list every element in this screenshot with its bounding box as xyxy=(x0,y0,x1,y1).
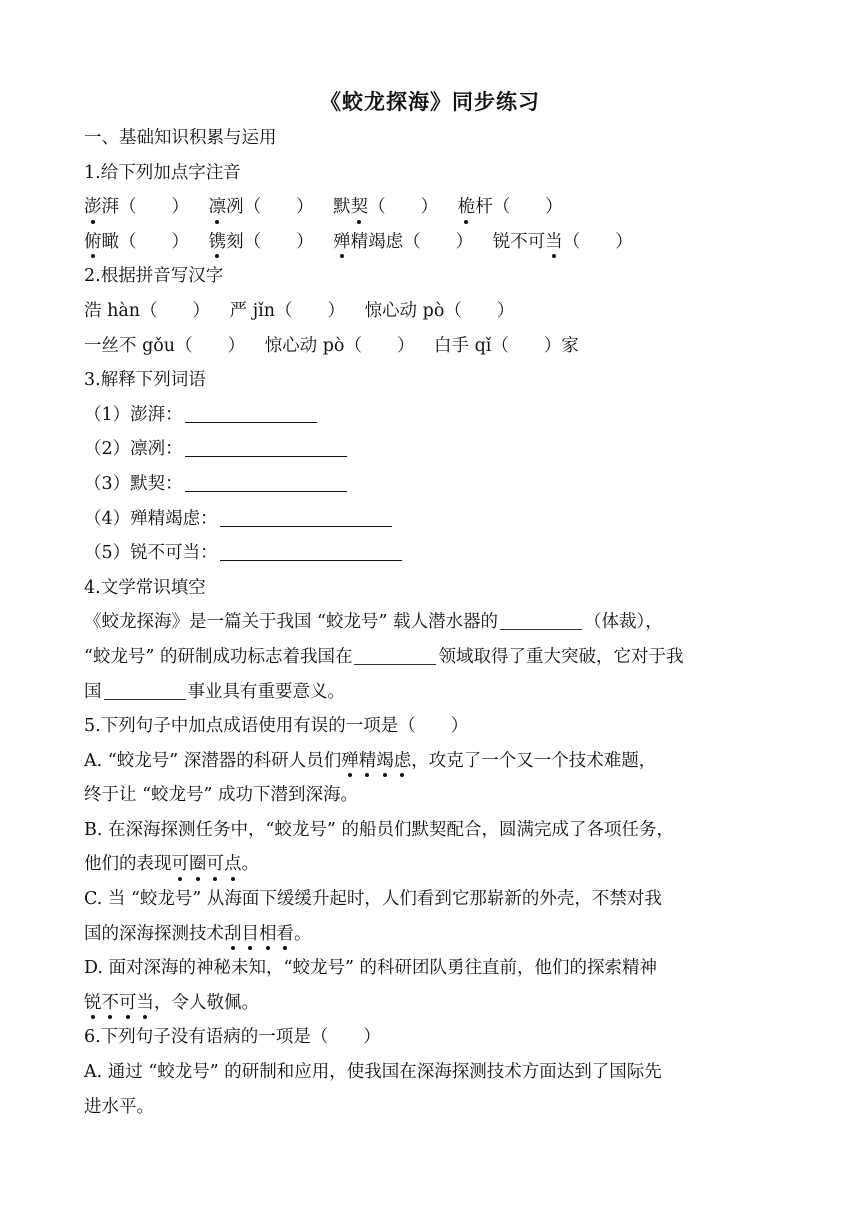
definition-item: （1）澎湃： xyxy=(84,398,784,433)
definition-item: （2）凛冽： xyxy=(84,432,784,467)
answer-blank[interactable] xyxy=(220,540,402,561)
dotted-idiom xyxy=(84,993,154,1013)
dotted-char: 点 xyxy=(224,847,242,882)
question-2-heading: 2.根据拼音写汉字 xyxy=(84,266,224,287)
hanzi-item: 浩 hàn（ ） xyxy=(84,300,211,321)
question-1-heading: 1.给下列加点字注音 xyxy=(84,162,241,183)
dotted-char: 相 xyxy=(259,917,277,952)
hanzi-item: 白手 qǐ（ ）家 xyxy=(434,335,579,356)
option-a: A. “蛟龙号” 深潜器的科研人员们殚精竭虑，攻克了一个又一个技术难题， 终于让 “蛟龙号” 成功下潜到深海。 xyxy=(84,744,784,813)
dotted-char: 看 xyxy=(277,917,295,952)
dotted-char: 可 xyxy=(207,847,225,882)
question-5-heading: 5.下列句子中加点成语使用有误的一项是（ ） xyxy=(84,716,469,737)
definition-item: （3）默契： xyxy=(84,467,784,502)
page-title: 《蛟龙探海》同步练习 xyxy=(320,89,540,114)
dotted-char: 精 xyxy=(359,744,377,779)
hanzi-item: 严 jǐn（ ） xyxy=(229,300,345,321)
question-1-row-1 xyxy=(84,190,784,225)
answer-blank[interactable] xyxy=(185,402,317,423)
dotted-char: 锐 xyxy=(84,986,102,1021)
pinyin-item: 默契（ ） xyxy=(333,190,438,225)
definition-item: （4）殚精竭虑： xyxy=(84,502,784,537)
question-3-heading: 3.解释下列词语 xyxy=(84,370,206,391)
answer-blank[interactable] xyxy=(220,506,392,527)
worksheet-content xyxy=(84,121,784,1124)
fill-blank[interactable] xyxy=(104,679,186,700)
option-b: B. 在深海探测任务中，“蛟龙号” 的船员们默契配合，圆满完成了各项任务， 他们的表现可圈可点。 xyxy=(84,813,784,882)
question-4-text: 《蛟龙探海》是一篇关于我国 “蛟龙号” 载人潜水器的 （体裁）， “蛟龙号” 的研制成功标志着我国在 领域取得了重大突破，它对于我 国 事业具有重要意义。 xyxy=(84,605,784,709)
pinyin-item: 桅杆（ ） xyxy=(458,190,563,225)
dotted-char: 可 xyxy=(119,986,137,1021)
hanzi-item: 一丝不 gǒu（ ） xyxy=(84,335,246,356)
dotted-char: 不 xyxy=(102,986,120,1021)
fill-blank[interactable] xyxy=(500,609,582,630)
question-6-heading: 6.下列句子没有语病的一项是（ ） xyxy=(84,1027,381,1048)
answer-blank[interactable] xyxy=(185,471,347,492)
dotted-idiom xyxy=(224,924,294,944)
question-2-row-1 xyxy=(84,294,784,329)
q6-option-a: A. 通过 “蛟龙号” 的研制和应用，使我国在深海探测技术方面达到了国际先 进水平。 xyxy=(84,1062,662,1117)
pinyin-item: 殚精竭虑（ ） xyxy=(333,225,473,260)
dotted-char: 虑 xyxy=(394,744,412,779)
dotted-char: 竭 xyxy=(376,744,394,779)
dotted-char: 可 xyxy=(172,847,190,882)
pinyin-item: 澎湃（ ） xyxy=(84,190,189,225)
section-heading: 一、基础知识积累与运用 xyxy=(84,128,277,148)
question-4-heading: 4.文学常识填空 xyxy=(84,577,206,598)
hanzi-item: 惊心动 pò（ ） xyxy=(364,300,515,321)
dotted-char: 圈 xyxy=(189,847,207,882)
pinyin-item: 镌刻（ ） xyxy=(209,225,314,260)
question-1-row-2 xyxy=(84,225,784,260)
pinyin-item: 凛冽（ ） xyxy=(209,190,314,225)
dotted-char: 当 xyxy=(137,986,155,1021)
dotted-char: 目 xyxy=(242,917,260,952)
option-c: C. 当 “蛟龙号” 从海面下缓缓升起时，人们看到它那崭新的外壳，不禁对我 国的深海探测技术刮目相看。 xyxy=(84,882,784,951)
answer-blank[interactable] xyxy=(185,436,347,457)
pinyin-item: 俯瞰（ ） xyxy=(84,225,189,260)
option-d: D. 面对深海的神秘未知，“蛟龙号” 的科研团队勇往直前，他们的探索精神 锐不可当，令人敬佩。 xyxy=(84,951,784,1020)
fill-blank[interactable] xyxy=(354,644,436,665)
pinyin-item: 锐不可当（ ） xyxy=(493,225,633,260)
hanzi-item: 惊心动 pò（ ） xyxy=(264,335,415,356)
question-2-row-2 xyxy=(84,329,784,364)
dotted-idiom xyxy=(172,854,242,874)
dotted-idiom xyxy=(341,751,411,771)
dotted-char: 殚 xyxy=(341,744,359,779)
definition-item: （5）锐不可当： xyxy=(84,536,784,571)
dotted-char: 刮 xyxy=(224,917,242,952)
